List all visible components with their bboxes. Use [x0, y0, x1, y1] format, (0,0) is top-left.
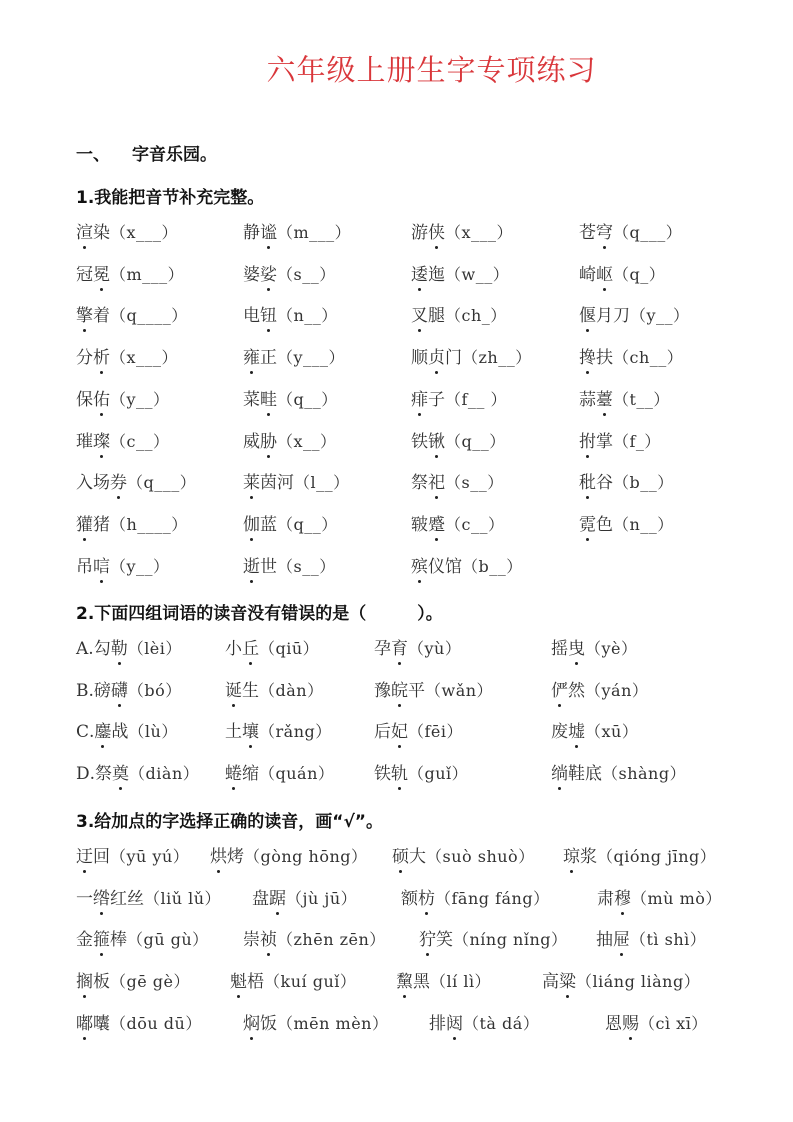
pinyin-blank[interactable]: （gòng hōng） — [244, 847, 368, 866]
pinyin-item — [411, 468, 504, 493]
item-row — [0, 218, 793, 248]
item-row — [0, 925, 793, 955]
section-label: 字音乐园。 — [132, 145, 217, 165]
pinyin-blank[interactable]: （f__ ） — [445, 389, 508, 409]
word: 额枋 — [401, 889, 435, 909]
pinyin-blank[interactable]: （kuí guǐ） — [264, 972, 357, 992]
word: 蜷缩 — [225, 764, 259, 784]
pinyin-blank[interactable]: （h____） — [110, 514, 188, 534]
pinyin-blank[interactable]: （yù） — [408, 639, 462, 658]
pinyin-blank[interactable]: （liáng liàng） — [576, 972, 701, 992]
question-1-heading: 1.我能把音节补充完整。 — [76, 188, 265, 208]
pinyin-blank[interactable]: （rǎng） — [259, 722, 332, 742]
pinyin-blank[interactable]: （y__） — [110, 389, 170, 409]
item-row — [0, 884, 793, 914]
pinyin-blank[interactable]: （tà dá） — [463, 1013, 540, 1033]
section-number: 一、 — [76, 145, 110, 165]
pinyin-item — [243, 427, 337, 452]
pinyin-blank[interactable]: （w__） — [445, 264, 510, 284]
pinyin-blank[interactable]: （lí lì） — [430, 972, 492, 992]
pinyin-item — [551, 676, 648, 701]
word: 铁锹 — [411, 432, 445, 452]
pinyin-item — [411, 552, 523, 577]
pinyin-item — [243, 510, 338, 535]
pinyin-blank[interactable]: （yū yú） — [110, 847, 190, 866]
pinyin-item — [76, 676, 182, 701]
pinyin-item — [411, 427, 506, 452]
word: D.祭奠 — [76, 764, 129, 784]
pinyin-item — [243, 218, 351, 243]
pinyin-blank[interactable]: （gē gè） — [110, 972, 191, 992]
pinyin-item — [419, 925, 568, 950]
item-row — [0, 427, 793, 457]
pinyin-blank[interactable]: （q___） — [127, 473, 197, 493]
pinyin-item — [76, 301, 188, 326]
word: 孕育 — [374, 639, 408, 659]
item-row — [0, 967, 793, 997]
item-row — [0, 842, 793, 872]
pinyin-item — [76, 759, 199, 784]
pinyin-blank[interactable]: （guǐ） — [408, 764, 469, 784]
word: 金箍棒 — [76, 930, 127, 950]
pinyin-blank[interactable]: （q__） — [277, 389, 338, 409]
word: B.磅礴 — [76, 681, 128, 701]
pinyin-blank[interactable]: （f_） — [613, 431, 661, 451]
pinyin-blank[interactable]: （ch_） — [445, 306, 507, 326]
item-row — [0, 759, 793, 789]
word: 搀扶 — [579, 348, 613, 368]
pinyin-item — [225, 717, 332, 742]
word: C.鏖战 — [76, 722, 128, 742]
word: 秕谷 — [579, 473, 613, 493]
word: 雍正 — [243, 348, 277, 368]
pinyin-item — [225, 676, 324, 701]
pinyin-blank[interactable]: （wǎn） — [425, 680, 494, 700]
item-row — [0, 717, 793, 747]
pinyin-blank[interactable]: （dōu dū） — [110, 1013, 202, 1033]
word: 皲蹙 — [411, 515, 445, 535]
pinyin-blank[interactable]: （s__） — [277, 264, 336, 284]
pinyin-blank[interactable]: （cì xī） — [639, 1013, 708, 1033]
word: 摇曳 — [551, 639, 585, 659]
pinyin-item — [579, 468, 674, 493]
word: 盘踞 — [252, 889, 286, 909]
pinyin-blank[interactable]: （quán） — [259, 764, 335, 784]
pinyin-blank[interactable]: （b__） — [462, 556, 523, 576]
pinyin-blank[interactable]: （ch__） — [613, 348, 684, 368]
item-row — [0, 343, 793, 373]
pinyin-blank[interactable]: （x__） — [277, 431, 337, 451]
word: A.勾勒 — [76, 639, 128, 659]
word: 绱鞋底 — [551, 764, 602, 784]
pinyin-blank[interactable]: （mēn mèn） — [277, 1013, 389, 1033]
pinyin-item — [579, 510, 674, 535]
pinyin-blank[interactable]: （m___） — [110, 264, 185, 284]
pinyin-blank[interactable]: （yán） — [585, 680, 649, 700]
pinyin-item — [411, 510, 504, 535]
pinyin-item — [542, 967, 700, 992]
word: 崇祯 — [243, 930, 277, 950]
pinyin-item — [411, 218, 513, 243]
pinyin-blank[interactable]: （q____） — [110, 306, 188, 326]
question-2-heading: 2.下面四组词语的读音没有错误的是（ ）。 — [76, 604, 443, 624]
pinyin-blank[interactable]: （q__） — [445, 431, 506, 451]
pinyin-item — [76, 385, 170, 410]
pinyin-item — [230, 967, 356, 992]
word: 璀璨 — [76, 432, 110, 452]
pinyin-item — [374, 717, 463, 742]
word: 祭祀 — [411, 473, 445, 493]
word: 魁梧 — [230, 972, 264, 992]
pinyin-item — [76, 552, 170, 577]
pinyin-item — [579, 427, 661, 452]
pinyin-item — [579, 385, 670, 410]
pinyin-item — [76, 967, 190, 992]
pinyin-blank[interactable]: （tì shì） — [630, 930, 707, 950]
pinyin-blank[interactable]: （l__） — [294, 473, 350, 493]
pinyin-blank[interactable]: （mù mò） — [631, 888, 722, 908]
pinyin-item — [374, 676, 493, 701]
pinyin-blank[interactable]: （zh__） — [462, 348, 532, 368]
pinyin-item — [411, 343, 532, 368]
word: 抽屉 — [596, 930, 630, 950]
word: 偃月刀 — [579, 306, 630, 326]
word: 入场券 — [76, 473, 127, 493]
pinyin-item — [243, 385, 338, 410]
word: 獾猪 — [76, 515, 110, 535]
question-3-heading: 3.给加点的字选择正确的读音，画“√”。 — [76, 812, 383, 832]
pinyin-blank[interactable]: （liǔ lǔ） — [144, 888, 222, 908]
pinyin-item — [551, 717, 638, 742]
pinyin-blank[interactable]: （t__） — [613, 389, 670, 409]
pinyin-blank[interactable]: （lù） — [128, 722, 178, 742]
word: 焖饭 — [243, 1014, 277, 1034]
section-heading — [76, 140, 217, 165]
word: 迂回 — [76, 847, 110, 867]
pinyin-item — [597, 884, 722, 909]
item-row — [0, 1009, 793, 1039]
word: 苍穹 — [579, 223, 613, 243]
pinyin-blank[interactable]: （xū） — [585, 722, 639, 742]
word: 废墟 — [551, 722, 585, 742]
pinyin-blank[interactable]: （yè） — [585, 639, 638, 658]
pinyin-blank[interactable]: （x___） — [445, 223, 514, 242]
pinyin-item — [374, 759, 468, 784]
pinyin-blank[interactable]: （bó） — [127, 680, 182, 700]
pinyin-blank[interactable]: （fēi） — [408, 722, 464, 742]
word: 俨然 — [551, 681, 585, 701]
pinyin-item — [429, 1009, 539, 1034]
pinyin-item — [76, 427, 169, 452]
word: 烘烤 — [210, 847, 244, 867]
pinyin-item — [76, 510, 188, 535]
word: 叉腿 — [411, 306, 445, 326]
pinyin-blank[interactable]: （s__） — [277, 556, 336, 576]
pinyin-blank[interactable]: （b__） — [613, 473, 674, 493]
word: 琼浆 — [563, 847, 597, 867]
pinyin-blank[interactable]: （qióng jīng） — [597, 847, 717, 866]
pinyin-blank[interactable]: （y__） — [110, 556, 170, 576]
pinyin-blank[interactable]: （shàng） — [602, 764, 687, 784]
pinyin-item — [76, 468, 196, 493]
pinyin-item — [76, 925, 209, 950]
item-row — [0, 301, 793, 331]
word: 逝世 — [243, 557, 277, 577]
pinyin-item — [392, 842, 535, 867]
pinyin-blank[interactable]: （x___） — [110, 348, 179, 368]
pinyin-item — [401, 884, 550, 909]
pinyin-blank[interactable]: （y__） — [630, 306, 690, 326]
pinyin-blank[interactable]: （q_） — [613, 264, 666, 284]
item-row — [0, 385, 793, 415]
word: 擎着 — [76, 306, 110, 326]
pinyin-item — [210, 842, 368, 867]
pinyin-item — [76, 842, 189, 867]
pinyin-item — [243, 343, 345, 368]
word: 黧黑 — [396, 972, 430, 992]
pinyin-item — [579, 301, 690, 326]
word: 诞生 — [225, 681, 259, 701]
pinyin-item — [243, 925, 386, 950]
pinyin-item — [243, 301, 338, 326]
word: 小丘 — [225, 639, 259, 659]
pinyin-item — [579, 218, 682, 243]
pinyin-blank[interactable]: （zhēn zēn） — [277, 930, 386, 950]
pinyin-item — [243, 260, 336, 285]
pinyin-item — [579, 343, 683, 368]
pinyin-item — [596, 925, 706, 950]
pinyin-item — [243, 1009, 388, 1034]
pinyin-blank[interactable]: （q___） — [613, 223, 683, 242]
pinyin-item — [76, 717, 178, 742]
pinyin-blank[interactable]: （fāng fáng） — [435, 888, 550, 908]
word: 一绺红丝 — [76, 889, 144, 909]
word: 静谧 — [243, 223, 277, 243]
item-row — [0, 676, 793, 706]
pinyin-item — [411, 385, 507, 410]
item-row — [0, 552, 793, 582]
pinyin-item — [563, 842, 716, 867]
word: 霓色 — [579, 515, 613, 535]
pinyin-item — [76, 343, 178, 368]
word: 电钮 — [243, 306, 277, 326]
pinyin-item — [579, 260, 665, 285]
pinyin-item — [76, 260, 184, 285]
word: 高粱 — [542, 972, 576, 992]
pinyin-item — [411, 260, 509, 285]
word: 伽蓝 — [243, 515, 277, 535]
item-row — [0, 510, 793, 540]
pinyin-item — [76, 884, 221, 909]
pinyin-blank[interactable]: （qiū） — [259, 639, 320, 658]
worksheet-title: 六年级上册生字专项练习 — [266, 53, 597, 87]
word: 恩赐 — [605, 1014, 639, 1034]
pinyin-item — [76, 218, 178, 243]
word: 硕大 — [392, 847, 426, 867]
item-row — [0, 468, 793, 498]
word: 分析 — [76, 348, 110, 368]
pinyin-blank[interactable]: （jù jū） — [286, 888, 358, 908]
word: 崎岖 — [579, 265, 613, 285]
word: 嘟囔 — [76, 1014, 110, 1034]
pinyin-item — [605, 1009, 708, 1034]
pinyin-item — [551, 634, 638, 659]
word: 拊掌 — [579, 432, 613, 452]
pinyin-blank[interactable]: （c__） — [445, 514, 505, 534]
pinyin-blank[interactable]: （c__） — [110, 431, 170, 451]
pinyin-blank[interactable]: （y___） — [277, 348, 346, 368]
word: 婆娑 — [243, 265, 277, 285]
word: 豫皖平 — [374, 681, 425, 701]
word: 游侠 — [411, 223, 445, 243]
word: 保佑 — [76, 390, 110, 410]
item-row — [0, 634, 793, 664]
pinyin-blank[interactable]: （gū gù） — [127, 930, 209, 950]
pinyin-blank[interactable]: （suò shuò） — [426, 847, 535, 866]
word: 菜畦 — [243, 390, 277, 410]
word: 逶迤 — [411, 265, 445, 285]
pinyin-item — [411, 301, 507, 326]
pinyin-blank[interactable]: （diàn） — [129, 764, 200, 784]
word: 狞笑 — [419, 930, 453, 950]
word: 威胁 — [243, 432, 277, 452]
word: 吊唁 — [76, 557, 110, 577]
pinyin-blank[interactable]: （níng nǐng） — [453, 930, 568, 950]
pinyin-blank[interactable]: （x___） — [110, 223, 179, 242]
pinyin-blank[interactable]: （m___） — [277, 223, 352, 242]
pinyin-blank[interactable]: （n__） — [613, 514, 674, 534]
word: 蒜薹 — [579, 390, 613, 410]
pinyin-item — [252, 884, 357, 909]
pinyin-blank[interactable]: （lèi） — [127, 639, 182, 658]
word: 渲染 — [76, 223, 110, 243]
word: 排闼 — [429, 1014, 463, 1034]
pinyin-blank[interactable]: （s__） — [445, 473, 504, 493]
pinyin-blank[interactable]: （q__） — [277, 514, 338, 534]
pinyin-item — [76, 634, 182, 659]
pinyin-item — [76, 1009, 202, 1034]
word: 土壤 — [225, 722, 259, 742]
word: 顺贞门 — [411, 348, 462, 368]
pinyin-item — [243, 552, 336, 577]
pinyin-item — [551, 759, 686, 784]
pinyin-item — [396, 967, 491, 992]
word: 铁轨 — [374, 764, 408, 784]
word: 肃穆 — [597, 889, 631, 909]
word: 痱子 — [411, 390, 445, 410]
word: 搁板 — [76, 972, 110, 992]
word: 后妃 — [374, 722, 408, 742]
pinyin-item — [225, 759, 334, 784]
word: 莱茵河 — [243, 473, 294, 493]
pinyin-blank[interactable]: （n__） — [277, 306, 338, 326]
item-row — [0, 260, 793, 290]
pinyin-item — [243, 468, 350, 493]
pinyin-blank[interactable]: （dàn） — [259, 680, 324, 700]
word: 殡仪馆 — [411, 557, 462, 577]
pinyin-item — [374, 634, 461, 659]
word: 冠冕 — [76, 265, 110, 285]
pinyin-item — [225, 634, 319, 659]
